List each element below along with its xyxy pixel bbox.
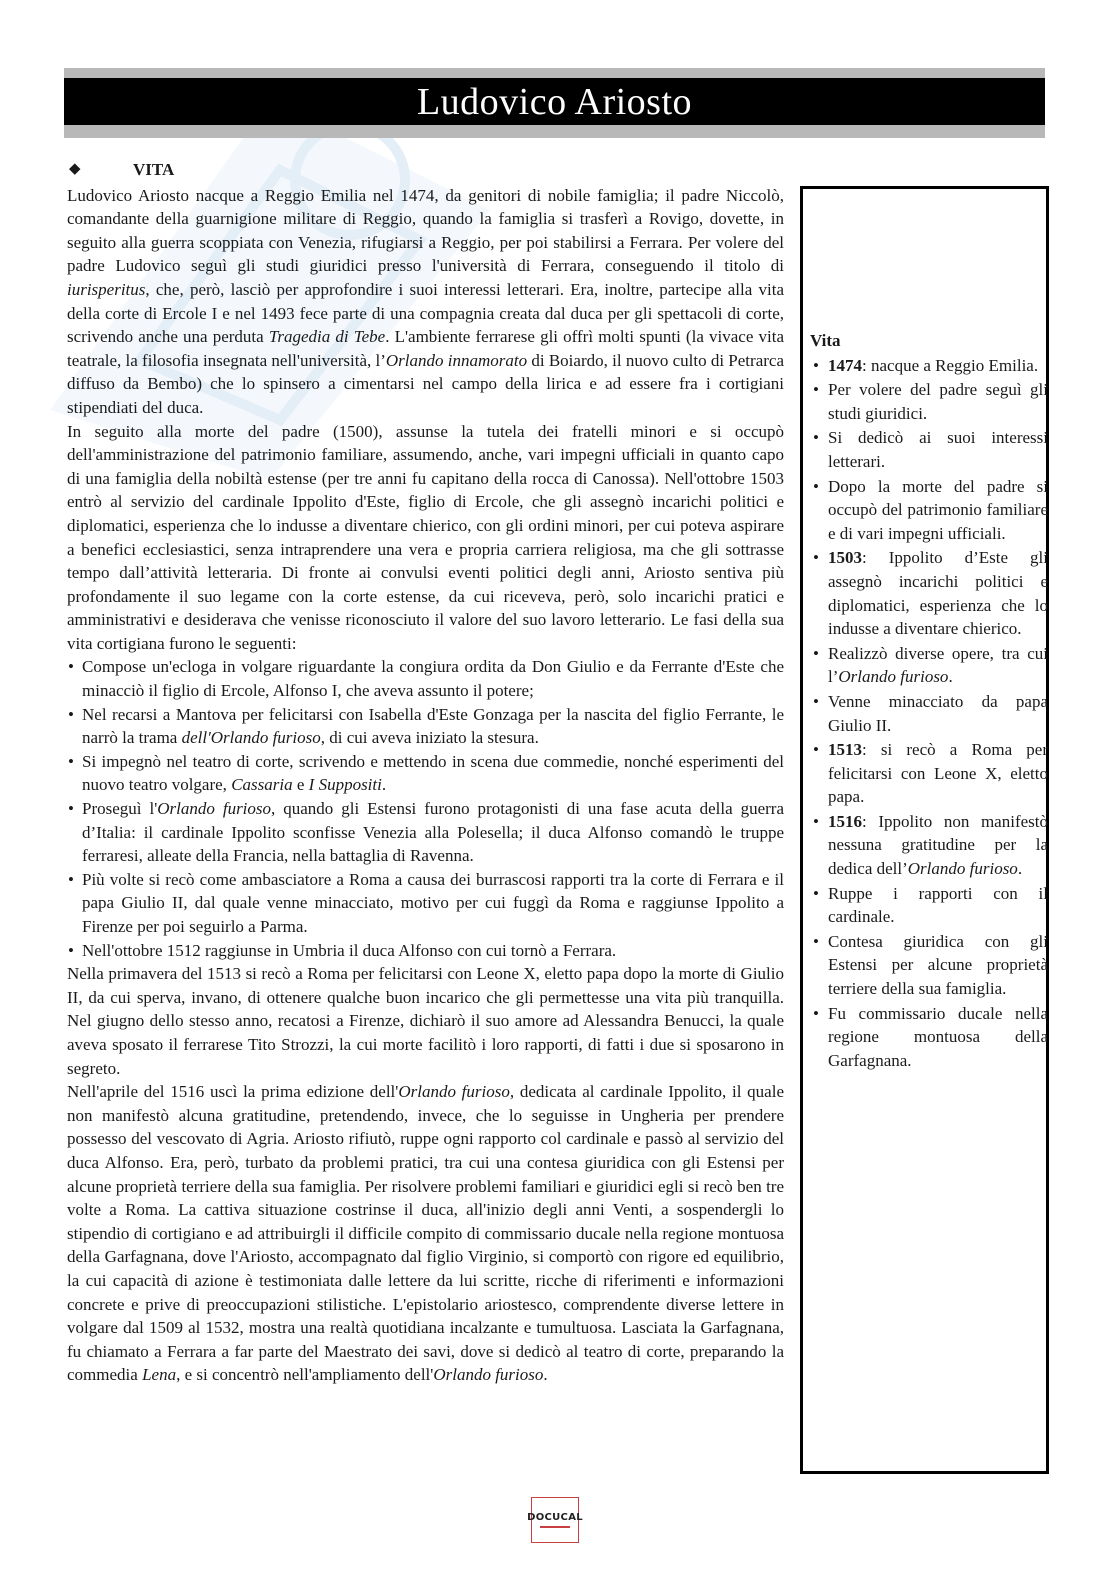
text-run: Ludovico Ariosto nacque a Reggio Emilia nel 1474, da genitori di nobile famiglia; il padre Niccolò, comandante della guarnigione militare di Reggio, quando la famiglia si trasferì a Rovigo, dovette, in seguito alla guerra scoppiata con Venezia, rifugiarsi a Reggio, per poi stabilirsi a Ferrara. Per volere del padre Ludovico seguì gli studi giuridici presso l'università di Ferrara, conseguendo il titolo di <box>67 185 784 276</box>
page-title: Ludovico Ariosto <box>416 80 693 123</box>
italic-title: Orlando furioso <box>907 859 1018 879</box>
list-item <box>810 354 1048 378</box>
text-run: Compose un'ecloga in volgare riguardante la congiura ordita da Don Giulio e da Ferrante d'Este che minacciò il figlio di Ercole, Alfonso I, che aveva assunto il potere; <box>82 657 784 701</box>
list-item <box>810 1002 1048 1073</box>
docsity-logo-icon[interactable] <box>527 1497 583 1543</box>
text-run: Contesa giuridica con gli Estensi per alcune proprietà terriere della sua famiglia. <box>828 931 1048 999</box>
logo-text: DOCUCAL <box>527 1512 583 1523</box>
text-run: Nella primavera del 1513 si recò a Roma per felicitarsi con Leone X, eletto papa dopo la morte di Giulio II, da cui sperva, invano, di ottenere qualche buon incarico che gli permettesse una vita più tranquilla. Nel giugno dello stesso anno, recatosi a Firenze, dichiarò il suo amore ad Alessandra Benucci, la quale aveva sposato il ferrarese Tito Strozzi, la cui morte facilitò i loro rapporti, di fatti i due si sposarono in segreto. <box>67 964 784 1078</box>
text-run: , dedicata al cardinale Ippolito, il quale non manifestò alcuna gratitudine, pretendendo, invece, che lo seguisse in Ungheria per prendere possesso del vescovato di Agria. Ariosto rifiutò, ruppe ogni rapporto col cardinale e passò al servizio del duca Alfonso. Era, però, turbato da problemi pratici, tra cui una contesa giuridica con gli Estensi per alcune proprietà terriere della sua famiglia. Per risolvere problemi familiari e giuridici egli si recò ben tre volte a Roma. La cattiva situazione costrinse il duca, all'inizio degli anni Venti, a sospendergli lo stipendio di cortigiano e ad attribuirgli il difficile compito di commissario ducale nella regione montuosa della Garfagnana, dove l'Ariosto, accompagnato dal figlio Virginio, si comportò con rigore ed equilibrio, la cui capacità di azione è testimoniata dalle lettere da lui scritte, ricche di riferimenti e informazioni concrete e prive di preoccupazioni stilistiche. L'epistolario ariostesco, comprendente diverse lettere in volgare dal 1509 al 1532, mostra una realtà quotidiana incalzante e tumultuosa. Lasciata la Garfagnana, fu chiamato a Ferrara a far parte del Maestrato dei savi, dove si dedicò al teatro di corte, preparando la commedia <box>67 1082 784 1385</box>
text-run: : nacque a Reggio Emilia. <box>862 355 1039 375</box>
text-run: . <box>543 1365 548 1385</box>
text-run: , che, però, lasciò per approfondire i suoi interessi letterari. Era, inoltre, partecipe alla vita della corte di Ercole I e nel 1493 fece parte di una compagnia creata dal duca per gli spettacoli di corte, scrivendo anche una perduta <box>67 279 784 347</box>
text-run: e <box>292 775 309 795</box>
list-item <box>810 378 1048 425</box>
life-phases-list <box>67 655 784 962</box>
text-run: di Boiardo, il nuovo culto di Petrarca diffuso da Bembo) che lo spinsero a cimentarsi nel campo della lirica e ad essere fra i cortigiani stipendiati del duca. <box>67 350 784 417</box>
paragraph <box>67 1080 784 1387</box>
list-item <box>67 655 784 702</box>
list-item <box>810 546 1048 640</box>
bold-year: 1516 <box>828 811 862 831</box>
paragraph <box>67 184 784 420</box>
text-run: Fu commissario ducale nella regione montuosa della Garfagnana. <box>828 1003 1048 1070</box>
text-run: . <box>948 667 953 687</box>
paragraph <box>67 962 784 1080</box>
sidebar-title: Vita <box>810 331 841 350</box>
text-run: , quando gli Estensi furono protagonisti di una fase acuta della guerra d’Italia: il cardinale Ippolito sconfisse Venezia alla Polesella; il duca Alfonso comandò le truppe ferraresi, alleate della Francia, nella battaglia di Ravenna. <box>82 799 784 866</box>
text-run: Nell'ottobre 1512 raggiunse in Umbria il duca Alfonso con cui tornò a Ferrara. <box>82 940 617 960</box>
diamond-icon: ◆ <box>69 161 81 177</box>
text-run: : Ippolito d’Este gli assegnò incarichi politici e diplomatici, esperienza che lo indusse a diventare chierico. <box>828 548 1048 639</box>
bold-year: 1513 <box>828 740 862 760</box>
italic-title: Lena <box>142 1365 177 1385</box>
italic-title: Orlando furioso <box>433 1365 544 1385</box>
section-heading-label: VITA <box>133 160 175 179</box>
text-run: Ruppe i rapporti con il cardinale. <box>828 883 1048 927</box>
list-item <box>810 690 1048 737</box>
italic-title: Orlando furioso <box>398 1082 510 1102</box>
italic-title: Cassaria <box>231 775 293 795</box>
list-item <box>810 642 1048 689</box>
bold-year: 1474 <box>828 355 862 375</box>
text-run: Si dedicò ai suoi interessi letterari. <box>828 428 1048 471</box>
text-run: : si recò a Roma per felicitarsi con Leone X, eletto papa. <box>828 740 1048 807</box>
list-item <box>67 797 784 868</box>
list-item <box>810 930 1048 1001</box>
text-run: Nel recarsi a Mantova per felicitarsi con Isabella d'Este Gonzaga per la nascita del figlio Ferrante, le narrò la trama <box>82 704 784 748</box>
logo-underline <box>540 1526 570 1528</box>
text-run: , di cui aveva iniziato la stesura. <box>320 728 539 748</box>
list-item <box>810 882 1048 929</box>
italic-title: Orlando furioso <box>838 667 949 687</box>
sidebar-list <box>810 354 1048 1073</box>
text-run: In seguito alla morte del padre (1500), assunse la tutela dei fratelli minori e si occupò dell'amministrazione del patrimonio familiare, assumendo, anche, vari impegni ufficiali in quanto capo di una famiglia della nobiltà estense (per tre anni fu capitano della rocca di Canossa). Nell'ottobre 1503 entrò al servizio del cardinale Ippolito d'Este, figlio di Ercole, che gli assegnò incarichi politici e diplomatici, esperienza che lo indusse a diventare chierico, con gli ordini minori, per cui poteva aspirare a benefici ecclesiastici, senza intraprendere una vera e propria carriera religiosa, ma che gli sottrasse tempo dall’attività letteraria. Di fronte ai convulsi eventi politici degli anni, Ariosto sentiva più profondamente il suo legame con la corte estense, da cui riceveva, però, solo incarichi pratici e amministrativi e desiderava che venisse riconosciuto il valore del suo lavoro letterario. Le fasi della sua vita cortigiana furono le seguenti: <box>67 421 784 653</box>
text-run: : Ippolito non manifestò nessuna gratitudine per la dedica dell’ <box>828 811 1048 879</box>
text-run: Per volere del padre seguì gli studi giuridici. <box>828 380 1048 423</box>
list-item <box>67 868 784 939</box>
text-run: Realizzò diverse opere, tra cui l’ <box>828 643 1048 687</box>
main-column <box>67 158 784 1387</box>
sidebar-box <box>800 186 1049 1474</box>
text-run: Si impegnò nel teatro di corte, scrivendo e mettendo in scena due commedie, nonché esperimenti del nuovo teatro volgare, <box>82 751 784 795</box>
paragraph <box>67 420 784 656</box>
list-item <box>67 750 784 797</box>
italic-title: Tragedia di Tebe <box>268 327 386 347</box>
text-run: Venne minacciato da papa Giulio II. <box>828 691 1048 735</box>
text-run: Più volte si recò come ambasciatore a Roma a causa dei burrascosi rapporti tra la corte di Ferrara e il papa Giulio II, dal quale venne minacciato, motivo per cui fuggì da Roma e raggiunse Ippolito a Firenze per poi seguirlo a Parma. <box>82 869 784 936</box>
italic-title: Orlando innamorato <box>385 350 528 370</box>
list-item <box>67 703 784 750</box>
text-run: . <box>1017 859 1023 879</box>
section-heading <box>67 158 784 182</box>
text-run: , e si concentrò nell'ampliamento dell' <box>176 1365 434 1385</box>
text-run: Proseguì l' <box>82 799 158 819</box>
text-run: Dopo la morte del padre si occupò del patrimonio familiare e di vari impegni ufficiali. <box>828 476 1048 543</box>
list-item <box>810 810 1048 881</box>
list-item <box>67 939 784 963</box>
list-item <box>810 426 1048 473</box>
text-run: . <box>381 775 387 795</box>
list-item <box>810 475 1048 546</box>
title-banner <box>64 68 1045 138</box>
italic-title: Orlando furioso <box>157 799 272 819</box>
bold-year: 1503 <box>828 548 862 568</box>
italic-title: dell'Orlando furioso <box>181 728 321 748</box>
text-run: . L'ambiente ferrarese gli offrì molti spunti (la vivace vita teatrale, la filosofia insegnata nell'università, l’ <box>67 327 784 370</box>
italic-title: I Suppositi <box>308 775 382 795</box>
italic-title: iurisperitus <box>67 279 146 299</box>
text-run: Nell'aprile del 1516 uscì la prima edizione dell' <box>67 1082 399 1102</box>
list-item <box>810 738 1048 809</box>
